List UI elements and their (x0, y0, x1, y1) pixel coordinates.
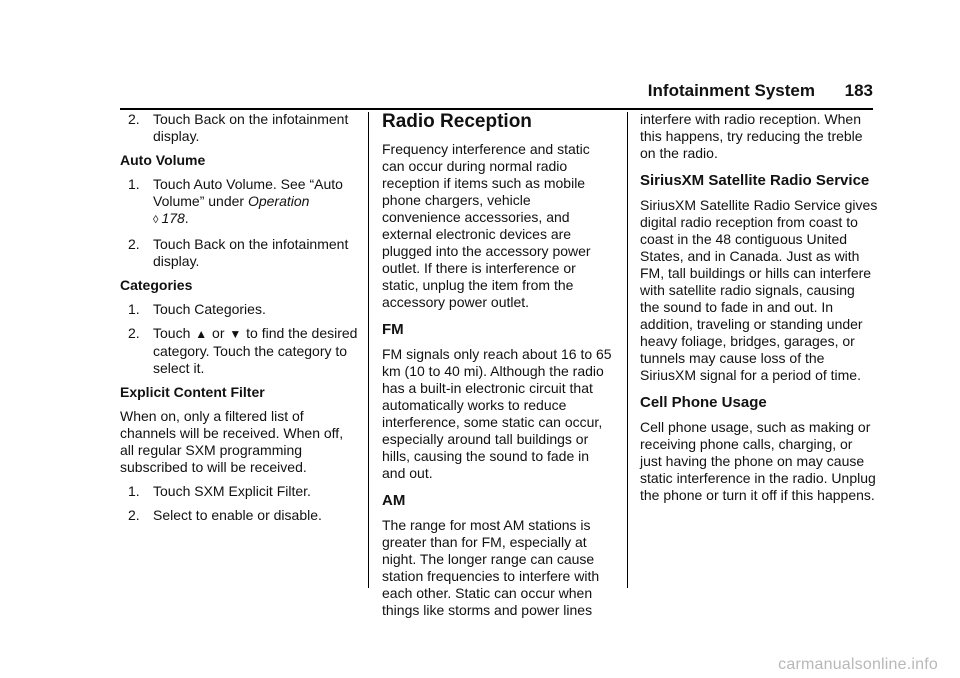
step-text: to find the desired category. Touch the category to select it. (153, 325, 358, 376)
reference-title: Operation (247, 193, 310, 209)
column-divider (627, 112, 628, 588)
column-left (120, 111, 358, 531)
paragraph: Cell phone usage, such as making or receiving phone calls, charging, or just having the phone on may cause static interference in the radio. Unplug the phone or turn it off if this happens. (640, 419, 876, 503)
page-number: 183 (844, 81, 873, 100)
heading-cell-phone: Cell Phone Usage (640, 394, 767, 411)
step-text: Touch Categories. (153, 301, 266, 317)
page-reference-icon: ◊ (153, 214, 159, 226)
step-number: 2. (128, 111, 140, 127)
steps-auto-volume (120, 176, 358, 270)
step-text: Select to enable or disable. (153, 507, 322, 523)
heading-fm: FM (382, 321, 404, 338)
page-header (120, 80, 873, 110)
heading-siriusxm: SiriusXM Satellite Radio Service (640, 172, 870, 189)
subheading-categories: Categories (120, 277, 193, 293)
step-number: 2. (128, 236, 140, 252)
column-right (640, 111, 878, 511)
list-item (120, 301, 358, 318)
step-number: 2. (128, 325, 140, 341)
step-text: Touch Auto Volume. See “Auto Volume” under (153, 176, 343, 209)
step-text: Touch Back on the infotainment display. (153, 111, 349, 144)
down-arrow-icon: ▼ (229, 327, 242, 341)
list-item (120, 176, 358, 229)
list-item (120, 236, 358, 270)
list-item (120, 325, 358, 377)
punctuation: . (184, 210, 189, 226)
step-text: Touch (153, 325, 195, 341)
paragraph: FM signals only reach about 16 to 65 km (10 to 40 mi). Although the radio has a built-in electronic circuit that automatically works to reduce interference, some static can occur, especially around tall buildings or hills, causing the sound to fade in and out. (382, 346, 612, 481)
subheading-auto-volume: Auto Volume (120, 152, 206, 168)
step-number: 2. (128, 507, 140, 523)
list-item (120, 111, 358, 145)
step-text: Touch Back on the infotainment display. (153, 236, 349, 269)
paragraph: When on, only a filtered list of channels will be received. When off, all regular SXM programming subscribed to will be received. (120, 408, 344, 475)
header-title: Infotainment System (647, 81, 815, 100)
column-middle (382, 111, 612, 626)
list-item (120, 507, 358, 524)
steps-back (120, 111, 358, 145)
paragraph: Frequency interference and static can occur during normal radio reception if items such as mobile phone chargers, vehicle convenience accessories, and external electronic devices are plugged into the accessory power outlet. If there is interference or static, unplug the item from the accessory power outlet. (382, 141, 591, 310)
paragraph: SiriusXM Satellite Radio Service gives digital radio reception from coast to coast in the 48 contiguous United States, and in Canada. Just as with FM, tall buildings or hills can interfere with satellite radio signals, causing the sound to fade in and out. In addition, traveling or standing under heavy foliage, bridges, garages, or tunnels may cause loss of the SiriusXM signal for a period of time. (640, 197, 878, 383)
step-text: or (208, 325, 229, 341)
list-item (120, 483, 358, 500)
paragraph: The range for most AM stations is greater than for FM, especially at night. The longer range can cause station frequencies to interfere with each other. Static can occur when things like storms and power lines (382, 517, 600, 618)
subheading-explicit-filter: Explicit Content Filter (120, 384, 265, 400)
step-number: 1. (128, 301, 140, 317)
step-text: Touch SXM Explicit Filter. (153, 483, 311, 499)
steps-explicit-filter (120, 483, 358, 524)
step-number: 1. (128, 483, 140, 499)
page-reference-link[interactable]: 178 (161, 210, 185, 226)
section-title: Radio Reception (382, 111, 532, 132)
column-divider (368, 112, 369, 588)
heading-am: AM (382, 492, 406, 509)
watermark: carmanualsonline.info (778, 656, 938, 673)
paragraph: interfere with radio reception. When this happens, try reducing the treble on the radio. (640, 111, 863, 161)
up-arrow-icon: ▲ (195, 327, 208, 341)
steps-categories (120, 301, 358, 377)
step-number: 1. (128, 176, 140, 192)
